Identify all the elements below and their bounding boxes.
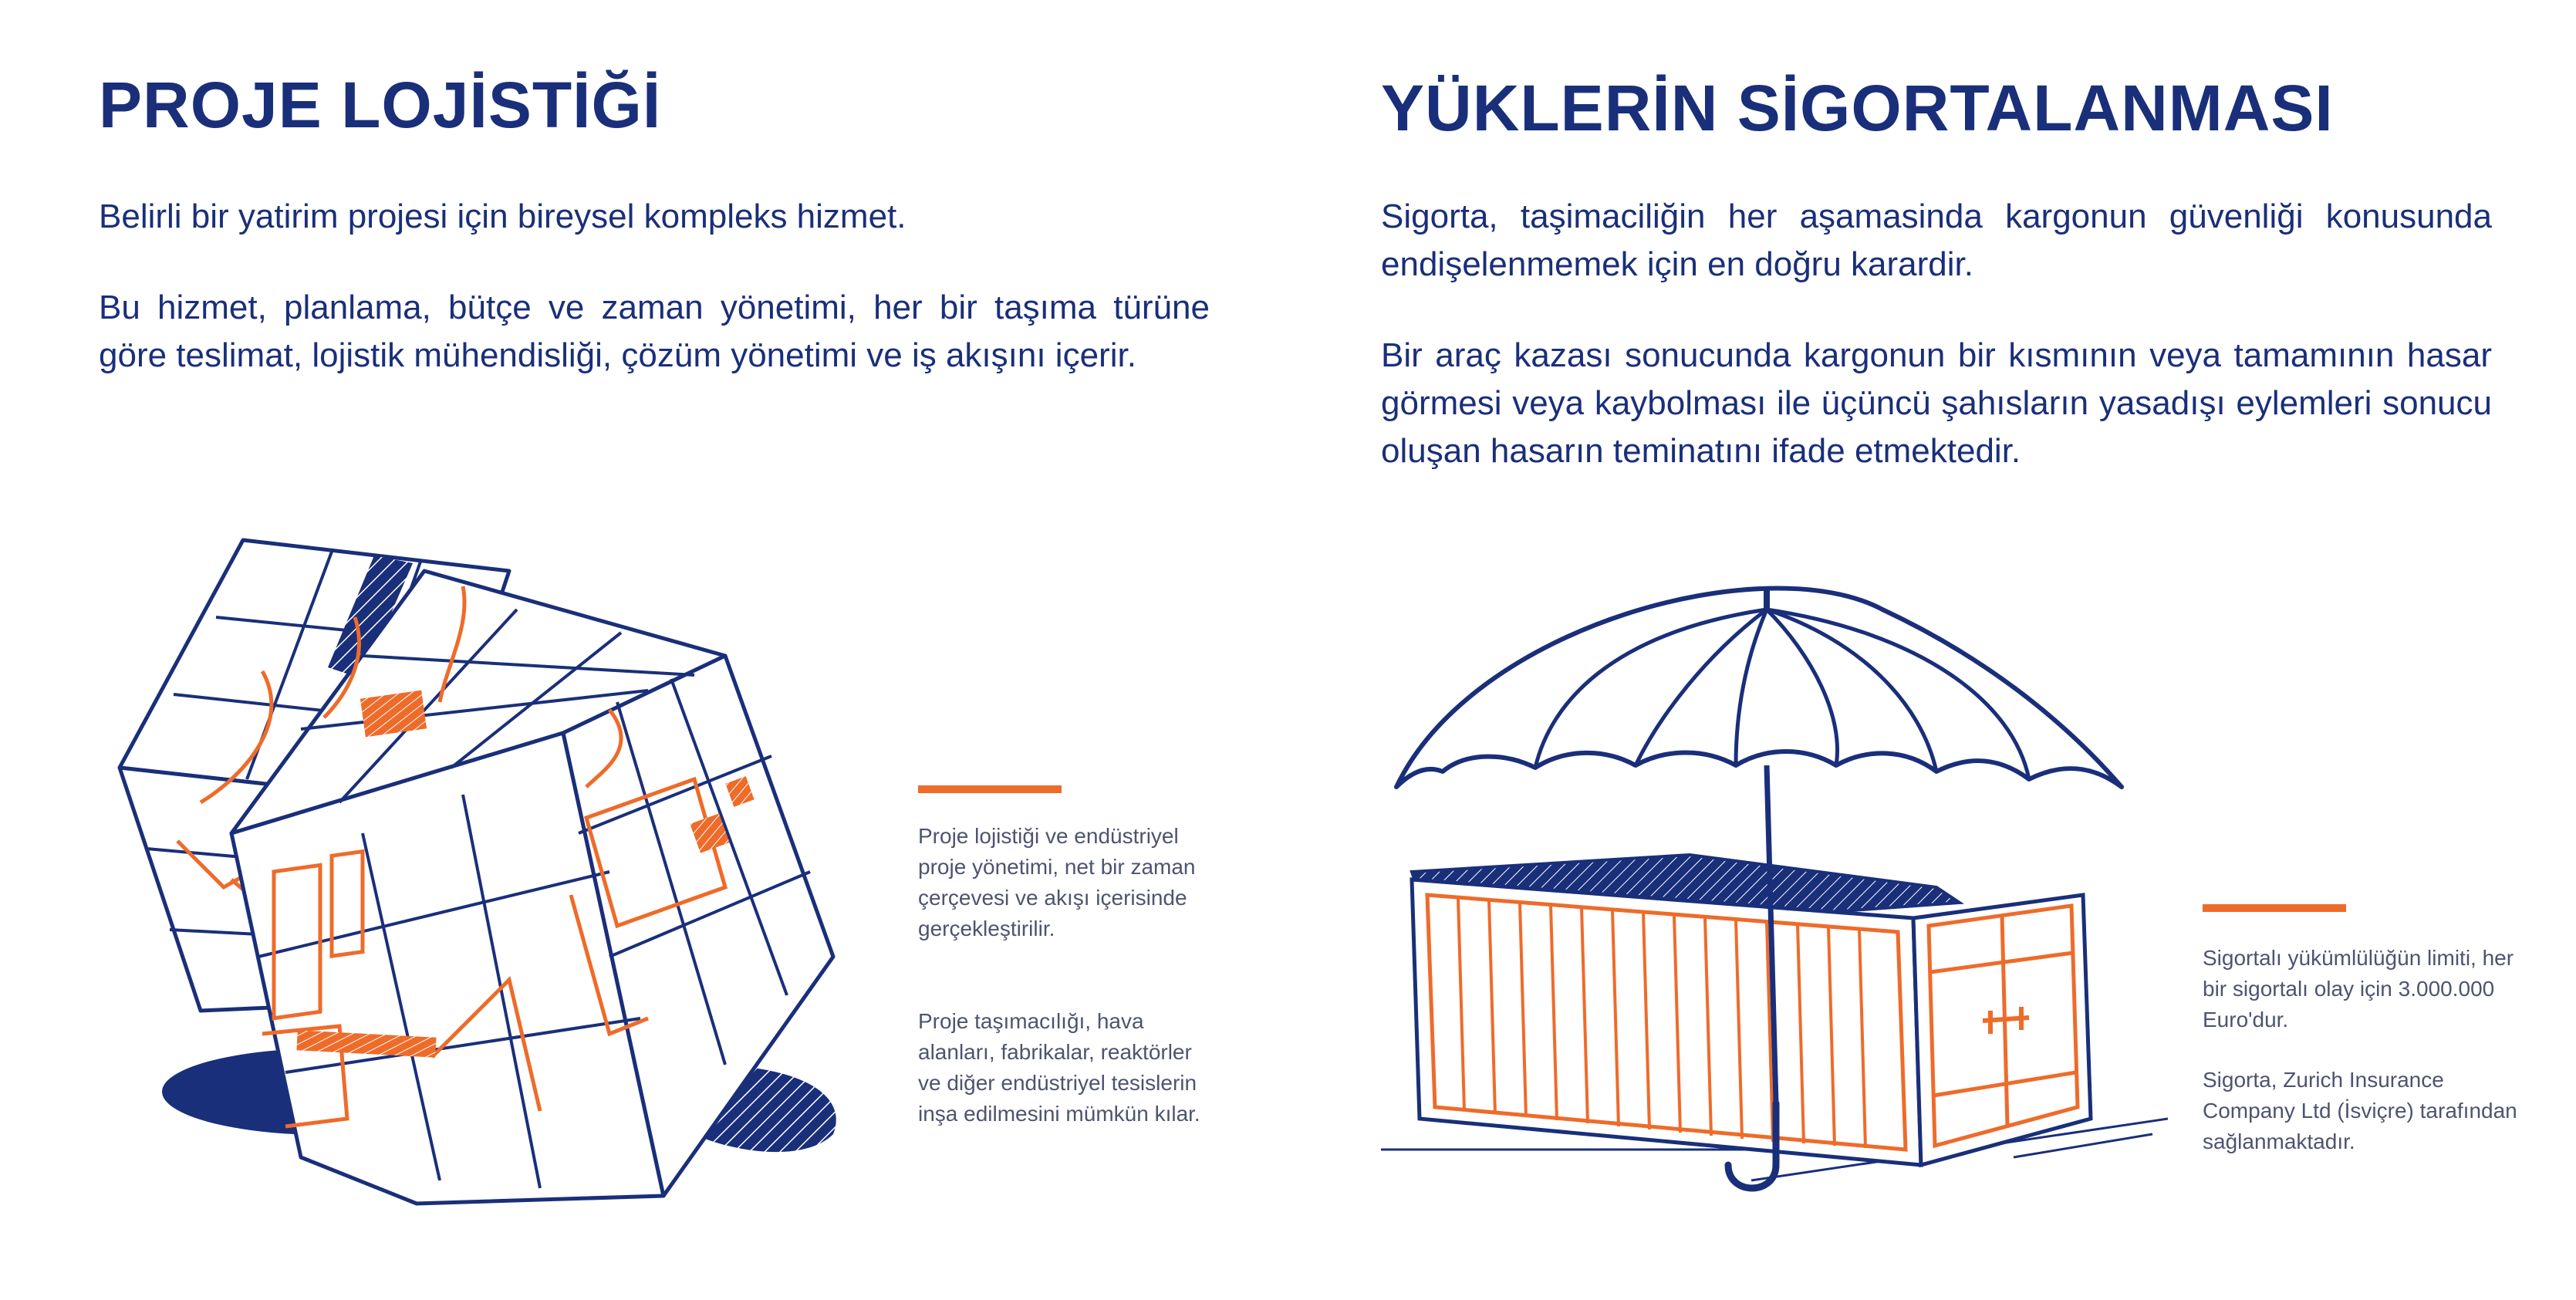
left-title: PROJE LOJİSTİĞİ	[99, 69, 662, 141]
rubik-cube-icon	[108, 525, 864, 1234]
right-title: YÜKLERİN SİGORTALANMASI	[1381, 72, 2334, 144]
left-caption-2: Proje taşımacılığı, hava alanları, fabrikalar, reaktörler ve diğer endüstriyel tesislerin inşa edilmesini mümkün kılar.	[918, 1009, 1200, 1126]
right-para-1: Sigorta, taşimaciliğin her aşamasinda kargonun güvenliği konusunda endişelenmemek için en doğru karardir.	[1381, 198, 2492, 283]
left-caption-1: Proje lojistiği ve endüstriyel proje yönetimi, net bir zaman çerçevesi ve akışı içerisinde gerçekleştirilir.	[918, 824, 1196, 940]
left-body: Bu hizmet, planlama, bütçe ve zaman yönetimi, her bir taşıma türüne göre teslimat, lojistik mühendisliği, çözüm yönetimi ve iş akışını içerir.	[99, 289, 1210, 374]
right-accent-bar	[2203, 904, 2346, 912]
left-accent-bar	[918, 785, 1062, 793]
right-caption-2: Sigorta, Zurich Insurance Company Ltd (İsviçre) tarafından sağlanmaktadır.	[2203, 1068, 2517, 1153]
umbrella-container-icon	[1381, 563, 2168, 1227]
right-caption-1: Sigortalı yükümlülüğün limiti, her bir sigortalı olay için 3.000.000 Euro'dur.	[2203, 946, 2514, 1032]
right-para-2: Bir araç kazası sonucunda kargonun bir kısmının veya tamamının hasar görmesi veya kaybolması ile üçüncü şahısların yasadışı eylemleri sonucu oluşan hasarın teminatını ifade etmektedir.	[1381, 336, 2492, 470]
left-intro: Belirli bir yatirim projesi için bireysel kompleks hizmet.	[99, 198, 906, 235]
